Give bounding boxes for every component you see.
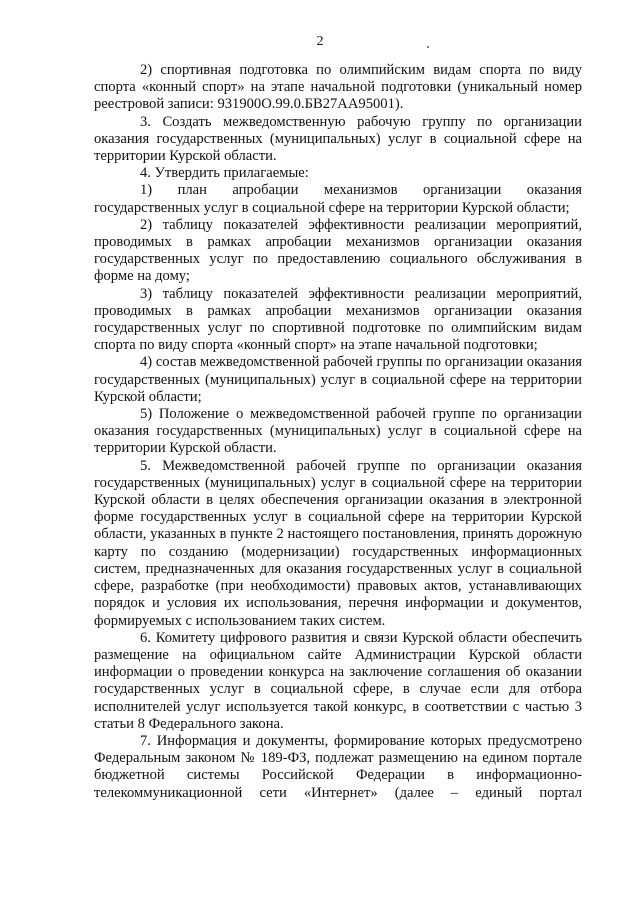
paragraph-4-1: 1) план апробации механизмов организации оказания государственных услуг в социальной сфере на территории Курской области; bbox=[94, 182, 582, 216]
page-number: 2 bbox=[316, 34, 324, 49]
paragraph-4-4: 4) состав межведомственной рабочей группы по организации оказания государственных (муниципальных) услуг в социальной сфере на территории Курской области; bbox=[94, 354, 582, 405]
paragraph-4: 4. Утвердить прилагаемые: bbox=[140, 165, 309, 182]
paragraph-6: 6. Комитету цифрового развития и связи Курской области обеспечить размещение на официальном сайте Администрации Курской области информации о проведении конкурса на заключение соглашения об оказании государственных услуг в социальной сфере, в случае если для отбора исполнителей услуг используется такой конкурс, в соответствии с частью 3 статьи 8 Федерального закона. bbox=[94, 629, 582, 732]
paragraph-4-3: 3) таблицу показателей эффективности реализации мероприятий, проводимых в рамках апробации механизмов организации оказания государственных услуг по спортивной подготовке по олимпийским видам спорта по виду спорта «конный спорт» на этапе начальной подготовки; bbox=[94, 285, 582, 354]
paragraph-7: 7. Информация и документы, формирование которых предусмотрено Федеральным законом № 189-ФЗ, подлежат размещению на едином портале бюджетной системы Российской Федерации в информационно-телекоммуникационной сети «Интернет» (далее – единый портал bbox=[94, 732, 582, 801]
scan-speck bbox=[427, 46, 429, 48]
paragraph-3: 3. Создать межведомственную рабочую группу по организации оказания государственных (муниципальных) услуг в социальной сфере на территории Курской области. bbox=[94, 113, 582, 165]
paragraph-5: 5. Межведомственной рабочей группе по организации оказания государственных (муниципальных) услуг в социальной сфере на территории Курской области в целях обеспечения организации оказания в электронной форме государственных услуг в социальной сфере на территории Курской области, указанных в пункте 2 настоящего постановления, принять дорожную карту по созданию (модернизации) государственных информационных систем, предназначенных для оказания государственных услуг в социальной сфере, разработке (при необходимости) правовых актов, устанавливающих порядок и условия их использования, перечня информации и документов, формируемых с использованием таких систем. bbox=[94, 457, 582, 629]
paragraph-4-5: 5) Положение о межведомственной рабочей группе по организации оказания государственных (муниципальных) услуг в социальной сфере на территории Курской области. bbox=[94, 406, 582, 457]
paragraph-2-2: 2) спортивная подготовка по олимпийским видам спорта по виду спорта «конный спорт» на этапе начальной подготовки (уникальный номер реестровой записи: 931900О.99.0.БВ27АА95001). bbox=[94, 62, 582, 113]
document-body bbox=[94, 62, 582, 802]
paragraph-4-2: 2) таблицу показателей эффективности реализации мероприятий, проводимых в рамках апробации механизмов организации оказания государственных услуг по предоставлению социального обслуживания в форме на дому; bbox=[94, 216, 582, 285]
